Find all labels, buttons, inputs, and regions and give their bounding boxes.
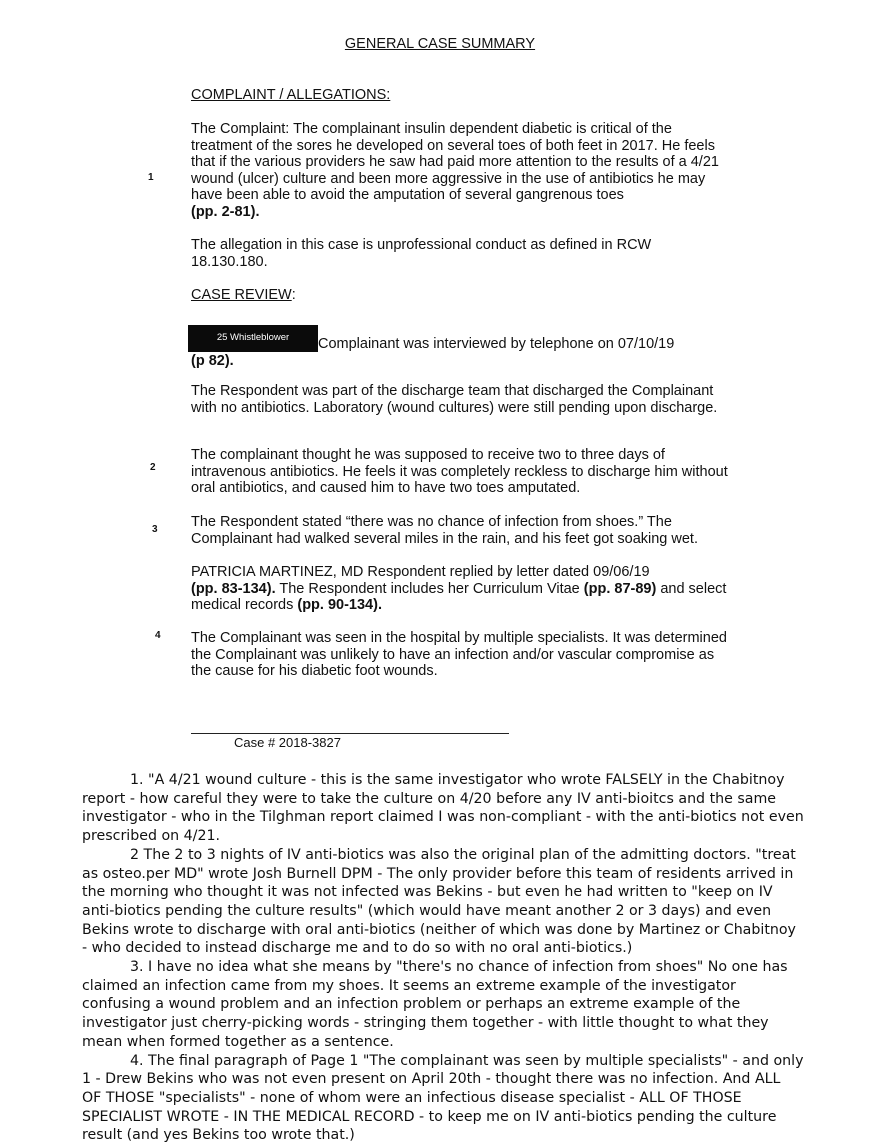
case-number: Case # 2018-3827 [234, 735, 341, 750]
complaint-heading: COMPLAINT / ALLEGATIONS: [191, 87, 391, 103]
note-1: 1. "A 4/21 wound culture - this is the same investigator who wrote FALSELY in the Chabitnoy report - how careful they were to take the culture on 4/20 before any IV anti-bioitcs and the same investigator - who in the Tilghman report claimed I was non-compliant - with the anti-biotics not even prescribed on 4/21. [82, 772, 804, 845]
records-pages: (pp. 90-134). [297, 597, 382, 614]
allegation-paragraph: The allegation in this case is unprofessional conduct as defined in RCW 18.130.180. [191, 237, 652, 270]
note-2: 2 The 2 to 3 nights of IV anti-biotics was also the original plan of the admitting doctors. "treat as osteo.per MD" wrote Josh Burnell DPM - The only provider before this team of residents arrived in the morning who thought it was not infected was Bekins - but even he had written to "keep on IV anti-biotics pending the culture results" (which would have meant another 2 or 3 days) and even Bekins wrote to discharge with oral anti-biotics (neither of which was done by Martinez or Chabitnoy - who decided to instead discharge me and to do so with no oral anti-biotics.) [82, 846, 796, 957]
reply-mid-text: The Respondent includes her Curriculum Vitae [275, 580, 584, 597]
interview-text: Complainant was interviewed by telephone on 07/10/19 [318, 336, 675, 352]
reply-pages: (pp. 83-134). [191, 580, 276, 597]
reply-and-text: and select medical records [191, 580, 727, 614]
margin-marker-2: 2 [150, 462, 156, 473]
case-review-heading-text: CASE REVIEW [191, 287, 292, 303]
note-4: 4. The final paragraph of Page 1 "The complainant was seen by multiple specialists" - and only 1 - Drew Bekins who was not even present on April 20th - thought there was no infection. And ALL OF THOSE "specialists" - none of whom were an infectious disease specialist - ALL OF THOSE SPECIALIST WROTE - IN THE MEDICAL RECORD - to keep me on IV anti-biotics pending the culture result (and yes Bekins too wrote that.) [82, 1052, 804, 1144]
discharge-paragraph: The Respondent was part of the discharge team that discharged the Complainant with no antibiotics. Laboratory (wound cultures) were still pending upon discharge. [191, 383, 718, 416]
complaint-text: The Complaint: The complainant insulin dependent diabetic is critical of the treatment of the sores he developed on several toes of both feet in 2017. He feels that if the various providers he saw had paid more attention to the results of a 4/21 wound (ulcer) culture and been more aggressive in the use of antibiotics he may have been able to avoid the amputation of several gangrenous toes [191, 121, 719, 204]
margin-marker-3: 3 [152, 524, 158, 535]
page-title: GENERAL CASE SUMMARY [344, 36, 536, 52]
redaction-box: 25 Whistleblower [188, 325, 318, 352]
complaint-pages: (pp. 2-81). [191, 203, 260, 220]
cv-pages: (pp. 87-89) [583, 580, 657, 597]
shoes-paragraph: The Respondent stated “there was no chance of infection from shoes.” The Complainant had walked several miles in the rain, and his feet got soaking wet. [191, 514, 698, 547]
footer-rule [191, 733, 509, 734]
complaint-paragraph [191, 121, 731, 221]
interview-pages: (p 82). [191, 353, 234, 369]
specialists-paragraph: The Complainant was seen in the hospital by multiple specialists. It was determined the Complainant was unlikely to have an infection and/or vascular compromise as the cause for his diabetic foot wounds. [191, 630, 727, 680]
rebuttal-notes [82, 771, 804, 1145]
case-review-heading-colon: : [291, 287, 296, 303]
margin-marker-1: 1 [148, 172, 154, 183]
iv-antibiotics-paragraph: The complainant thought he was supposed to receive two to three days of intravenous antibiotics. He feels it was completely reckless to discharge him without oral antibiotics, and caused him to have two toes amputated. [191, 447, 728, 497]
reply-paragraph [191, 564, 731, 614]
case-review-heading [191, 287, 296, 303]
reply-text: PATRICIA MARTINEZ, MD Respondent replied by letter dated 09/06/19 [191, 564, 650, 580]
margin-marker-4: 4 [155, 630, 161, 641]
note-3: 3. I have no idea what she means by "there's no chance of infection from shoes" No one has claimed an infection came from my shoes. It seems an extreme example of the investigator confusing a wound problem and an infection problem or perhaps an extreme example of the investigator just cherry-picking words - stringing them together - with little thought to what they mean when formed together as a sentence. [82, 959, 788, 1050]
